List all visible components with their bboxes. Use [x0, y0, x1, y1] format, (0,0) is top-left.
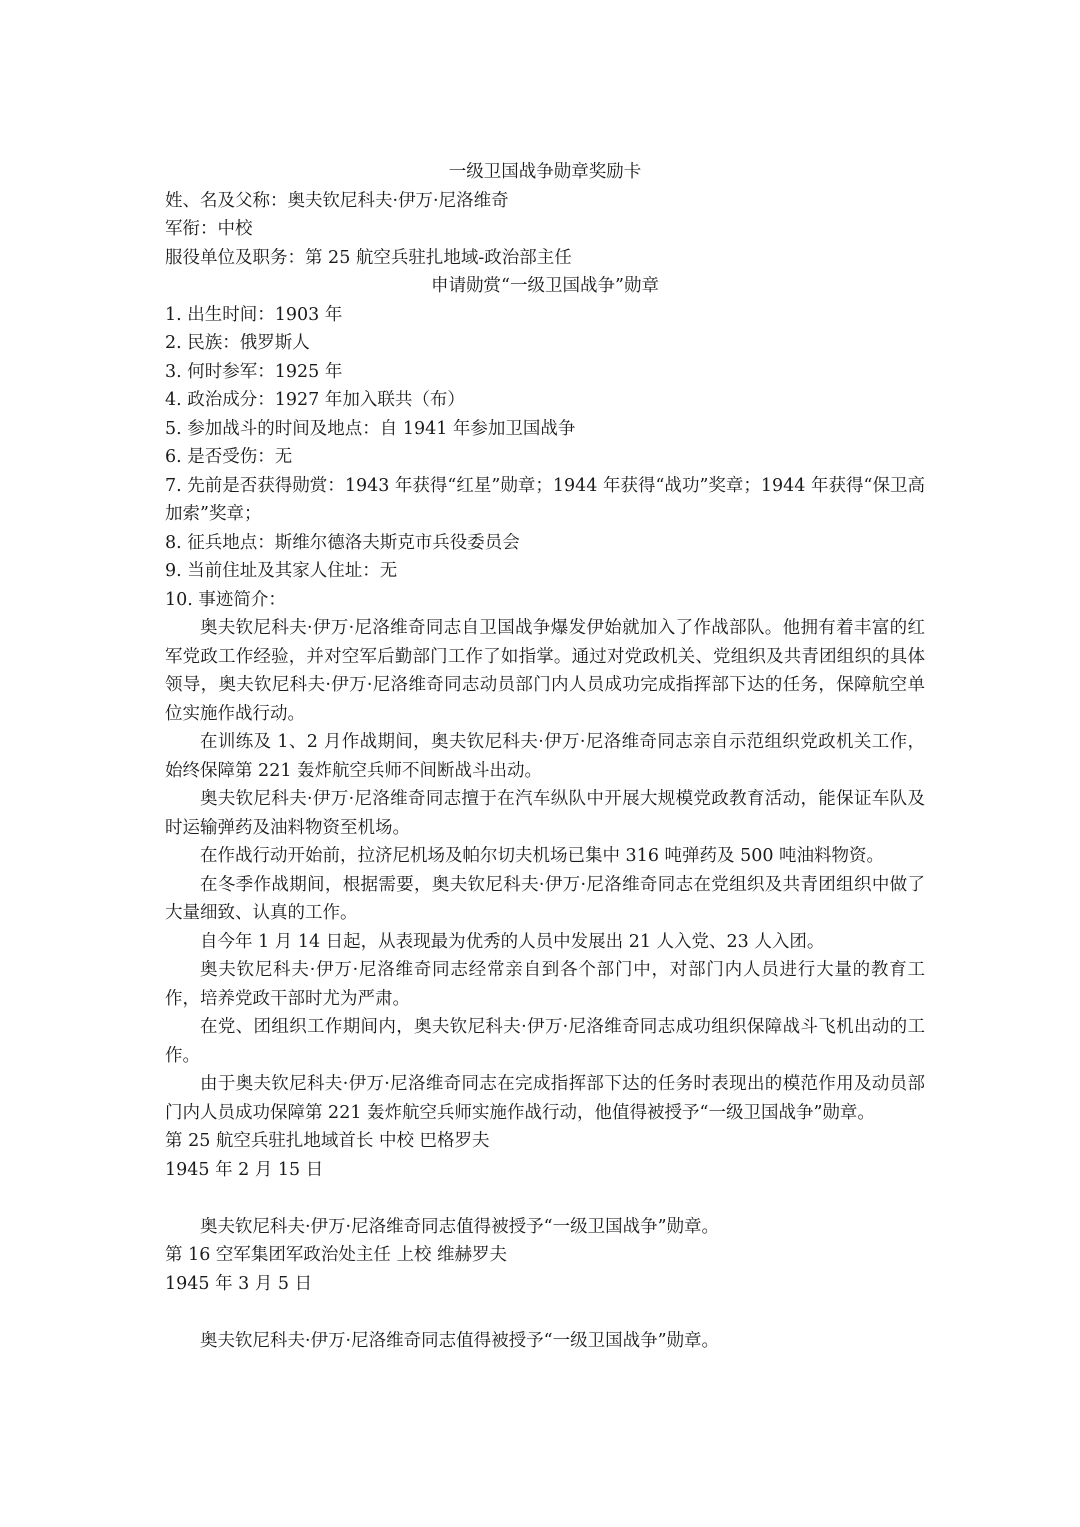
signature-commander: 第 25 航空兵驻扎地域首长 中校 巴格罗夫	[165, 1131, 490, 1151]
item-wounds: 6. 是否受伤：无	[165, 447, 293, 467]
item-party: 4. 政治成分：1927 年加入联共（布）	[165, 390, 465, 410]
signature-political-head: 第 16 空军集团军政治处主任 上校 维赫罗夫	[165, 1245, 508, 1265]
date-commander: 1945 年 2 月 15 日	[165, 1159, 324, 1180]
item-combat: 5. 参加战斗的时间及地点：自 1941 年参加卫国战争	[165, 418, 576, 439]
item-previous-awards: 7. 先前是否获得勋赏：1943 年获得“红星”勋章；1944 年获得“战功”奖章；1944 年获得“保卫高加索”奖章；	[165, 475, 925, 524]
summary-paragraph: 奥夫钦尼科夫·伊万·尼洛维奇同志擅于在汽车纵队中开展大规模党政教育活动，能保证车队及时运输弹药及油料物资至机场。	[165, 789, 925, 838]
date-political-head: 1945 年 3 月 5 日	[165, 1273, 313, 1294]
item-ethnicity: 2. 民族：俄罗斯人	[165, 333, 310, 353]
summary-paragraph: 奥夫钦尼科夫·伊万·尼洛维奇同志自卫国战争爆发伊始就加入了作战部队。他拥有着丰富的红军党政工作经验，并对空军后勤部门工作了如指掌。通过对党政机关、党组织及共青团组织的具体领导，奥夫钦尼科夫·伊万·尼洛维奇同志动员部门内人员成功完成指挥部下达的任务，保障航空单位实施作战行动。	[165, 618, 925, 724]
item-address: 9. 当前住址及其家人住址：无	[165, 561, 398, 581]
document-title: 一级卫国战争勋章奖励卡	[448, 162, 642, 182]
item-summary-heading: 10. 事迹简介：	[165, 589, 286, 610]
endorsement-2: 奥夫钦尼科夫·伊万·尼洛维奇同志值得被授予“一级卫国战争”勋章。	[200, 1330, 720, 1351]
spacer	[165, 1298, 925, 1327]
summary-paragraph: 在冬季作战期间，根据需要，奥夫钦尼科夫·伊万·尼洛维奇同志在党组织及共青团组织中做了大量细致、认真的工作。	[165, 874, 925, 923]
endorsement-1: 奥夫钦尼科夫·伊万·尼洛维奇同志值得被授予“一级卫国战争”勋章。	[200, 1216, 720, 1237]
summary-paragraph: 在训练及 1、2 月作战期间，奥夫钦尼科夫·伊万·尼洛维奇同志亲自示范组织党政机关工作，始终保障第 221 轰炸航空兵师不间断战斗出动。	[165, 732, 925, 781]
summary-paragraph: 奥夫钦尼科夫·伊万·尼洛维奇同志经常亲自到各个部门中，对部门内人员进行大量的教育工作，培养党政干部时尤为严肃。	[165, 960, 925, 1009]
item-enlistment: 3. 何时参军：1925 年	[165, 361, 343, 382]
summary-paragraph: 由于奥夫钦尼科夫·伊万·尼洛维奇同志在完成指挥部下达的任务时表现出的模范作用及动员部门内人员成功保障第 221 轰炸航空兵师实施作战行动，他值得被授予“一级卫国战争”勋章。	[165, 1074, 925, 1123]
summary-paragraph: 在党、团组织工作期间内，奥夫钦尼科夫·伊万·尼洛维奇同志成功组织保障战斗飞机出动的工作。	[165, 1017, 925, 1066]
document-page	[165, 158, 925, 1355]
item-draft-office: 8. 征兵地点：斯维尔德洛夫斯克市兵役委员会	[165, 532, 520, 553]
document-subtitle: 申请勋赏“一级卫国战争”勋章	[431, 276, 659, 296]
unit-line: 服役单位及职务：第 25 航空兵驻扎地域-政治部主任	[165, 247, 572, 268]
rank-line: 军衔：中校	[165, 219, 253, 239]
summary-paragraph: 在作战行动开始前，拉济尼机场及帕尔切夫机场已集中 316 吨弹药及 500 吨油料物资。	[200, 846, 885, 866]
item-birth: 1. 出生时间：1903 年	[165, 304, 343, 325]
name-line: 姓、名及父称：奥夫钦尼科夫·伊万·尼洛维奇	[165, 190, 509, 211]
summary-paragraph: 自今年 1 月 14 日起，从表现最为优秀的人员中发展出 21 人入党、23 人入团。	[200, 931, 825, 952]
spacer	[165, 1184, 925, 1213]
